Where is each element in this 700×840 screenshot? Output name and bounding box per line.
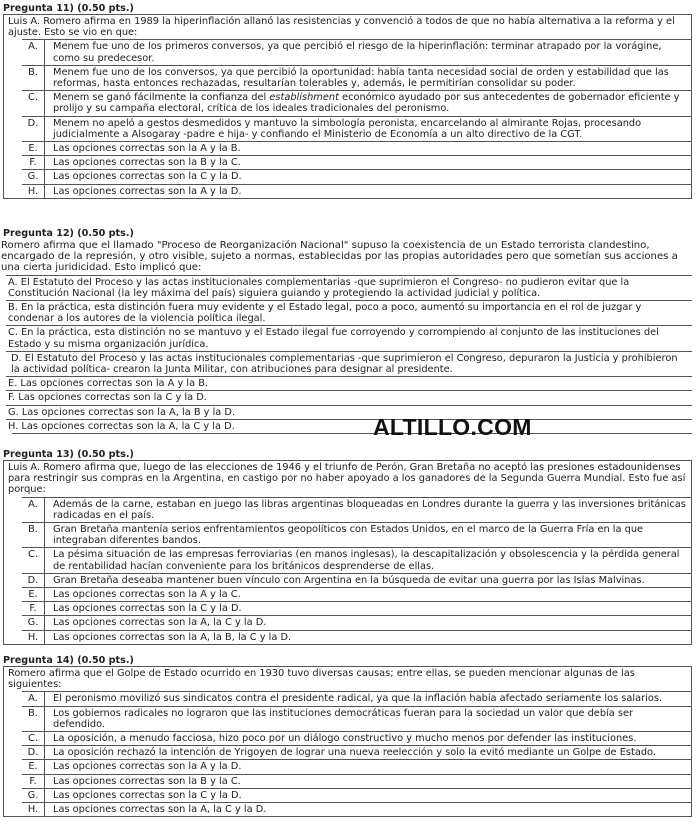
option-letter: F. bbox=[22, 156, 45, 169]
option-text: Menem fue uno de los conversos, ya que percibió la oportunidad: había tanta necesidad social de orden y estabilidad que las reformas, hasta entonces rechazadas, resultarían tolerables y, además, le permitirían consolidar su poder. bbox=[53, 66, 669, 90]
question-stem: Romero afirma que el Golpe de Estado ocurrido en 1930 tuvo diversas causas; entre ellas, se pueden mencionar algunas de las siguientes: bbox=[8, 668, 635, 691]
option-text: Las opciones correctas son la B y la C. bbox=[53, 775, 241, 787]
question-13 bbox=[0, 449, 700, 645]
option-f[interactable] bbox=[22, 774, 691, 788]
option-b[interactable] bbox=[22, 65, 691, 90]
option-c[interactable] bbox=[22, 547, 691, 572]
option-b[interactable] bbox=[22, 706, 691, 731]
question-header: Pregunta 11) (0.50 pts.) bbox=[3, 3, 134, 14]
option-d[interactable] bbox=[22, 116, 691, 141]
question-box bbox=[3, 666, 692, 817]
question-header: Pregunta 12) (0.50 pts.) bbox=[3, 228, 134, 239]
option-d[interactable]: D. El Estatuto del Proceso y las actas institucionales complementarias -que suprimieron el Congreso, depuraron la Justicia y prohibieron la actividad política- crearon la Junta Militar, con atribuciones para designar al presidente. bbox=[6, 351, 692, 376]
option-c[interactable]: C. En la práctica, esta distinción no se mantuvo y el Estado ilegal fue corroyendo y corrompiendo al conjunto de las instituciones del Estado y su misma organización jurídica. bbox=[6, 325, 692, 350]
option-d[interactable] bbox=[22, 745, 691, 759]
option-text: Las opciones correctas son la A, la C y la D. bbox=[53, 804, 267, 816]
option-text: Menem fue uno de los primeros conversos, ya que percibió el riesgo de la hiperinflación: terminar atrapado por la vorágine, como su predecesor. bbox=[53, 41, 662, 64]
option-d[interactable] bbox=[22, 573, 691, 587]
option-text: Gran Bretaña mantenía serios enfrentamientos geopolíticos con Estados Unidos, en el marco de la Guerra Fría en la que integraban diferentes bandos. bbox=[53, 524, 644, 547]
option-a[interactable] bbox=[22, 39, 691, 64]
option-f[interactable]: F. Las opciones correctas son la C y la D. bbox=[6, 390, 692, 404]
option-h[interactable]: H. Las opciones correctas son la A, la C y la D. bbox=[6, 419, 692, 433]
option-text: Las opciones correctas son la C y la D. bbox=[53, 789, 242, 801]
option-e[interactable] bbox=[22, 759, 691, 773]
option-g[interactable] bbox=[22, 788, 691, 802]
option-letter: H. bbox=[22, 803, 45, 816]
question-stem: Luis A. Romero afirma en 1989 la hiperinflación allanó las resistencias y convenció a todos de que no había alternativa a la reforma y el ajuste. Esto se vio en que: bbox=[8, 16, 675, 39]
question-11 bbox=[0, 3, 700, 199]
option-letter: F. bbox=[22, 602, 45, 615]
option-letter: F. bbox=[22, 775, 45, 788]
option-letter: D. bbox=[22, 746, 45, 759]
option-letter: H. bbox=[22, 185, 45, 198]
question-box bbox=[1, 239, 692, 434]
option-letter: C. bbox=[22, 732, 45, 745]
option-a[interactable] bbox=[22, 497, 691, 522]
option-c[interactable] bbox=[22, 90, 691, 115]
option-g[interactable] bbox=[22, 615, 691, 629]
option-text: El peronismo movilizó sus sindicatos contra el presidente radical, ya que la inflación había afectado seriamente los salarios. bbox=[53, 693, 663, 705]
option-letter: E. bbox=[22, 760, 45, 773]
question-header: Pregunta 13) (0.50 pts.) bbox=[3, 449, 134, 460]
option-f[interactable] bbox=[22, 155, 691, 169]
option-text: Menem no apeló a gestos desmedidos y mantuvo la simbología peronista, encarcelando al almirante Rojas, procesando judicialmente a Alsogaray -padre e hija- y confiando el Ministerio de Economía a un alto directivo de la CGT. bbox=[53, 117, 642, 140]
option-text: Las opciones correctas son la C y la D. bbox=[53, 603, 242, 615]
question-14 bbox=[0, 655, 700, 817]
option-text: Las opciones correctas son la C y la D. bbox=[53, 171, 242, 183]
option-c[interactable] bbox=[22, 731, 691, 745]
option-letter: G. bbox=[22, 789, 45, 802]
option-a[interactable]: A. El Estatuto del Proceso y las actas institucionales complementarias -que suprimieron el Congreso- no pudieron evitar que la Constitución Nacional (la ley máxima del país) siguiera guiando y protegiendo la actividad judicial y política. bbox=[6, 275, 692, 300]
option-letter: A. bbox=[22, 498, 45, 522]
option-a[interactable] bbox=[22, 691, 691, 705]
option-text-part: Menem se ganó fácilmente la confianza del bbox=[53, 92, 270, 104]
option-text: Además de la carne, estaban en juego las libras argentinas bloqueadas en Londres durante la guerra y las inversiones británicas radicadas en el país. bbox=[53, 498, 686, 521]
option-letter: D. bbox=[22, 574, 45, 587]
option-text: Los gobiernos radicales no lograron que las instituciones democráticas fueran para la sociedad un valor que debía ser defendido. bbox=[53, 707, 634, 730]
option-e[interactable] bbox=[22, 141, 691, 155]
option-letter: C. bbox=[22, 548, 45, 572]
option-h[interactable] bbox=[22, 184, 691, 198]
question-12 bbox=[0, 228, 700, 434]
option-e[interactable]: E. Las opciones correctas son la A y la B. bbox=[6, 376, 692, 390]
option-b[interactable] bbox=[22, 522, 691, 547]
option-text: Las opciones correctas son la A, la B, la C y la D. bbox=[53, 631, 292, 643]
question-header: Pregunta 14) (0.50 pts.) bbox=[3, 655, 134, 666]
option-text: Las opciones correctas son la A y la D. bbox=[53, 761, 242, 773]
option-letter: G. bbox=[22, 616, 45, 629]
option-text: La oposición, a menudo facciosa, hizo poco por un diálogo constructivo y mucho menos por defender las instituciones. bbox=[53, 733, 637, 745]
option-text-emphasis: establishment bbox=[269, 92, 339, 104]
option-letter: H. bbox=[22, 631, 45, 644]
option-h[interactable] bbox=[22, 802, 691, 816]
option-text: La oposición rechazó la intención de Yrigoyen de lograr una nueva reelección y solo la evitó mediante un Golpe de Estado. bbox=[53, 747, 656, 759]
option-letter: B. bbox=[22, 523, 45, 547]
option-letter: A. bbox=[22, 692, 45, 705]
option-letter: A. bbox=[22, 40, 45, 64]
option-text: Las opciones correctas son la A y la C. bbox=[53, 589, 241, 601]
option-text: Las opciones correctas son la A, la C y la D. bbox=[53, 617, 267, 629]
option-g[interactable] bbox=[22, 169, 691, 183]
question-box bbox=[3, 460, 692, 645]
question-stem: Luis A. Romero afirma que, luego de las elecciones de 1946 y el triunfo de Perón, Gran Bretaña no aceptó las presiones estadounidenses para restringir sus compras en la Argentina, en castigo por no haber apoyado a los ganadores de la Segunda Guerra Mundial. Esto fue así porque: bbox=[8, 462, 686, 496]
option-h[interactable] bbox=[22, 630, 691, 644]
option-b[interactable]: B. En la práctica, esta distinción fuera muy evidente y el Estado legal, poco a poco, aumentó su importancia en el rol de juzgar y condenar a los autores de la violencia política ilegal. bbox=[6, 300, 692, 325]
option-text bbox=[45, 91, 691, 115]
option-text: Las opciones correctas son la A y la D. bbox=[53, 185, 242, 197]
option-letter: B. bbox=[22, 66, 45, 90]
option-letter: E. bbox=[22, 588, 45, 601]
option-text: Las opciones correctas son la B y la C. bbox=[53, 157, 241, 169]
question-box bbox=[3, 14, 692, 199]
option-e[interactable] bbox=[22, 587, 691, 601]
option-text: Gran Bretaña deseaba mantener buen vínculo con Argentina en la búsqueda de evitar una guerra por las Islas Malvinas. bbox=[53, 574, 645, 586]
altillo-watermark: ALTILLO.COM bbox=[373, 414, 532, 440]
question-stem: Romero afirma que el llamado "Proceso de Reorganización Nacional" supuso la coexistencia de un Estado terrorista clandestino, encargado de la represión, y otro visible, sujeto a normas, establecidas por las propias autoridades pero que sometían sus acciones a una cierta juridicidad. Esto implicó que: bbox=[1, 240, 678, 274]
option-letter: C. bbox=[22, 91, 45, 115]
option-text-part: económico ayudado por sus antecedentes de gobernador eficiente y prolijo y su campaña electoral, crítica de los ideales tradicionales del peronismo. bbox=[53, 92, 680, 115]
option-text: La pésima situación de las empresas ferroviarias (en manos inglesas), la descapitalización y obsolescencia y la pérdida general de rentabilidad hacían conveniente para los británicos desprenderse de ellas. bbox=[53, 549, 680, 572]
option-letter: G. bbox=[22, 170, 45, 183]
option-text: Las opciones correctas son la A y la B. bbox=[53, 143, 241, 155]
option-letter: D. bbox=[22, 117, 45, 141]
option-g[interactable]: G. Las opciones correctas son la A, la B y la D. bbox=[6, 405, 692, 419]
option-letter: E. bbox=[22, 142, 45, 155]
option-letter: B. bbox=[22, 707, 45, 731]
option-f[interactable] bbox=[22, 601, 691, 615]
